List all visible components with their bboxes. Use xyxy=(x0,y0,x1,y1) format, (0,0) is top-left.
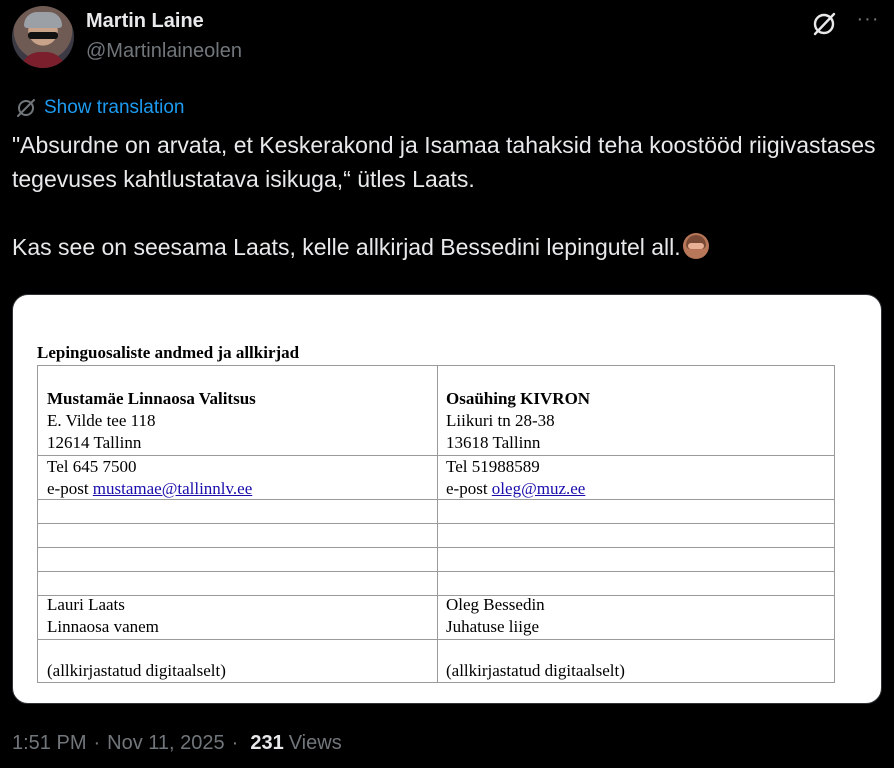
right-role: Juhatuse liige xyxy=(446,617,540,636)
views-count: 231 xyxy=(250,732,284,754)
tweet-paragraph-2-text: Kas see on seesama Laats, kelle allkirjad Bessedini lepingutel all. xyxy=(12,234,681,260)
right-signed-note: (allkirjastatud digitaalselt) xyxy=(446,661,625,680)
left-email-prefix: e-post xyxy=(47,479,93,498)
views-label: Views xyxy=(288,732,342,754)
tweet-header xyxy=(12,6,882,68)
right-email-link[interactable]: oleg@muz.ee xyxy=(491,479,586,498)
right-party-block xyxy=(446,388,590,454)
more-options-icon[interactable]: ··· xyxy=(856,8,880,30)
left-contact-block xyxy=(47,456,252,500)
grok-icon[interactable] xyxy=(810,10,838,38)
show-translation-label: Show translation xyxy=(44,97,185,118)
avatar[interactable] xyxy=(12,6,74,68)
tweet-meta xyxy=(12,732,342,755)
author-name[interactable]: Martin Laine xyxy=(86,10,204,32)
document-table xyxy=(37,365,835,683)
tweet-paragraph-2 xyxy=(12,230,882,264)
meta-separator: · xyxy=(93,732,101,754)
tweet-time[interactable]: 1:51 PM xyxy=(12,732,87,754)
translate-icon xyxy=(14,96,38,120)
tweet-date[interactable]: Nov 11, 2025 xyxy=(107,732,225,754)
show-translation-link[interactable] xyxy=(14,96,184,120)
left-party-block xyxy=(47,388,256,454)
right-address1: Liikuri tn 28-38 xyxy=(446,411,555,430)
tweet-image[interactable] xyxy=(12,294,882,704)
left-org-name: Mustamäe Linnaosa Valitsus xyxy=(47,389,256,408)
see-no-evil-monkey-icon xyxy=(683,233,709,259)
meta-separator-2: · xyxy=(231,732,239,754)
left-signer-block xyxy=(47,594,159,638)
avatar-glasses xyxy=(28,32,58,39)
left-role: Linnaosa vanem xyxy=(47,617,159,636)
right-address2: 13618 Tallinn xyxy=(446,433,541,452)
right-contact-block xyxy=(446,456,585,500)
tweet-paragraph-1: "Absurdne on arvata, et Keskerakond ja Isamaa tahaksid teha koostööd riigivastases tegevuses kahtlustatava isikuga,“ ütles Laats. xyxy=(12,132,882,192)
author-handle[interactable]: @Martinlaineolen xyxy=(86,40,242,62)
left-signer: Lauri Laats xyxy=(47,595,125,614)
left-signed-note: (allkirjastatud digitaalselt) xyxy=(47,661,226,680)
left-address1: E. Vilde tee 118 xyxy=(47,411,156,430)
left-email-link[interactable]: mustamae@tallinnlv.ee xyxy=(92,479,253,498)
right-signer: Oleg Bessedin xyxy=(446,595,545,614)
left-address2: 12614 Tallinn xyxy=(47,433,142,452)
right-signer-block xyxy=(446,594,545,638)
left-tel: Tel 645 7500 xyxy=(47,457,137,476)
tweet-text xyxy=(12,128,882,264)
right-tel: Tel 51988589 xyxy=(446,457,540,476)
document-title: Lepinguosaliste andmed ja allkirjad xyxy=(37,343,300,362)
right-org-name: Osaühing KIVRON xyxy=(446,389,591,408)
avatar-shirt xyxy=(20,52,66,68)
right-email-prefix: e-post xyxy=(446,479,492,498)
avatar-hair xyxy=(24,12,62,28)
